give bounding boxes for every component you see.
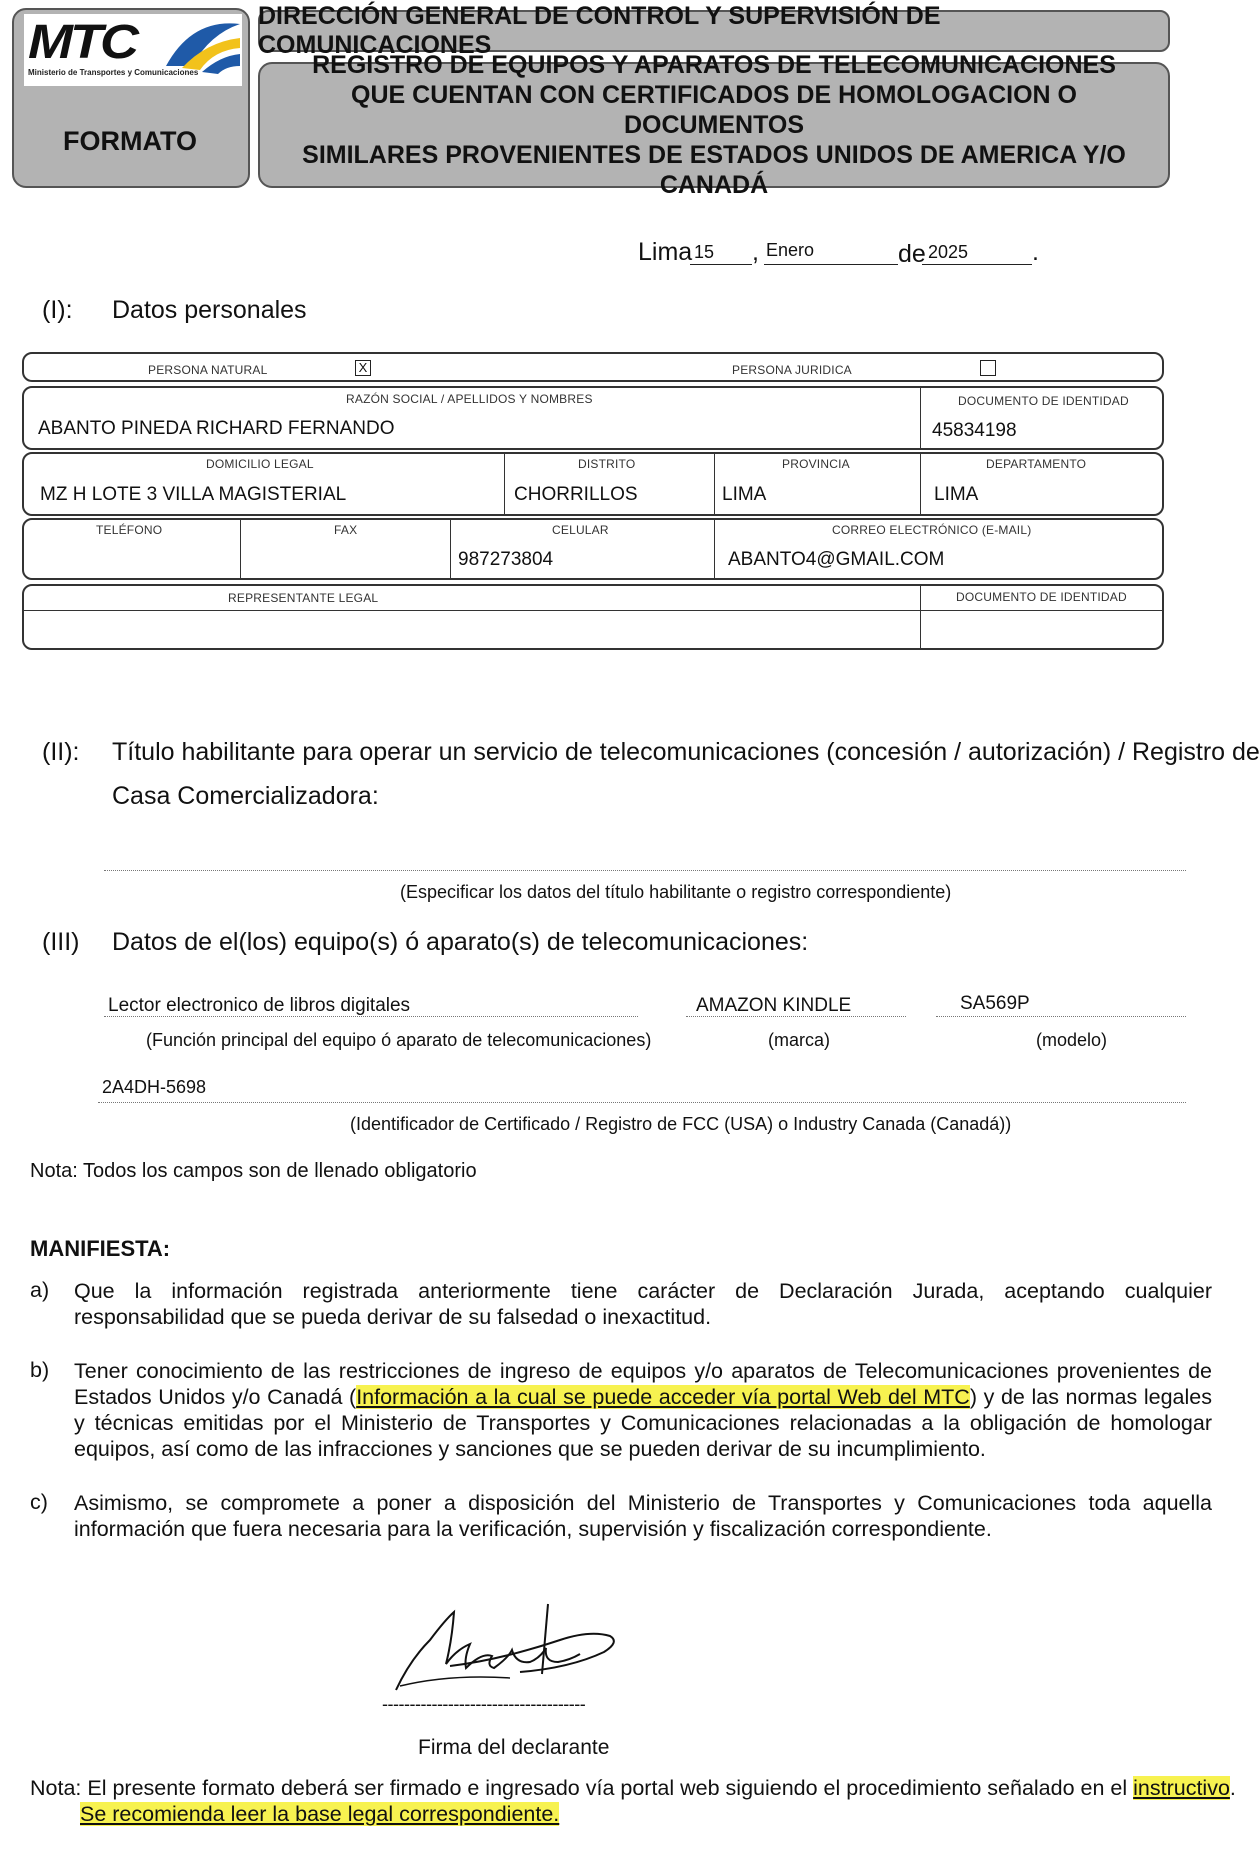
date-de: de xyxy=(898,240,926,268)
persona-juridica-label: PERSONA JURIDICA xyxy=(732,363,852,377)
document-title xyxy=(258,51,1170,199)
manifiesta-c-label: c) xyxy=(30,1490,48,1514)
domicilio-divider-3 xyxy=(920,454,921,514)
date-comma: , xyxy=(752,238,759,266)
date-year: 2025 xyxy=(928,242,969,262)
razon-social-divider xyxy=(920,388,921,448)
title-line-3: SIMILARES PROVENIENTES DE ESTADOS UNIDOS DE AMERICA Y/O CANADÁ xyxy=(302,141,1126,199)
certificado-line xyxy=(98,1102,1186,1103)
section2-input-line[interactable] xyxy=(104,870,1186,871)
correo-value[interactable]: ABANTO4@GMAIL.COM xyxy=(728,549,945,570)
departamento-label: DEPARTAMENTO xyxy=(986,457,1087,471)
date-day: 15 xyxy=(694,242,715,262)
manifiesta-b-label: b) xyxy=(30,1358,50,1382)
mtc-logo-swoosh-icon xyxy=(162,16,242,76)
manifiesta-a-label: a) xyxy=(30,1278,50,1302)
domicilio-value[interactable]: MZ H LOTE 3 VILLA MAGISTERIAL xyxy=(40,484,347,505)
contacto-divider-2 xyxy=(450,520,451,578)
footer-recommend xyxy=(80,1802,559,1827)
provincia-label: PROVINCIA xyxy=(782,457,850,471)
razon-social-value[interactable]: ABANTO PINEDA RICHARD FERNANDO xyxy=(38,418,395,439)
title-line-2: QUE CUENTAN CON CERTIFICADOS DE HOMOLOGACION O DOCUMENTOS xyxy=(351,81,1077,139)
section1-number: (I): xyxy=(42,296,73,324)
footer-note-text: Nota: El presente formato deberá ser firmado e ingresado vía portal web siguiendo el procedimiento señalado en el xyxy=(30,1776,1134,1800)
marca-line xyxy=(686,1016,906,1017)
marca-caption: (marca) xyxy=(768,1030,830,1050)
title-line-1: REGISTRO DE EQUIPOS Y APARATOS DE TELECOMUNICACIONES xyxy=(312,51,1116,79)
section3-title: Datos de el(los) equipo(s) ó aparato(s) de telecomunicaciones: xyxy=(112,928,809,956)
razon-social-label: RAZÓN SOCIAL / APELLIDOS Y NOMBRES xyxy=(346,392,593,406)
section3-number: (III) xyxy=(42,928,80,956)
instructivo-link[interactable]: instructivo xyxy=(1133,1776,1230,1800)
rep-documento-label: DOCUMENTO DE IDENTIDAD xyxy=(956,590,1127,604)
logo-subtitle: Ministerio de Transportes y Comunicaciones xyxy=(28,68,199,77)
celular-label: CELULAR xyxy=(552,523,609,537)
funcion-line xyxy=(104,1016,638,1017)
note-required: Nota: Todos los campos son de llenado obligatorio xyxy=(30,1160,477,1182)
distrito-value[interactable]: CHORRILLOS xyxy=(514,484,638,505)
signature-label: Firma del declarante xyxy=(418,1736,610,1759)
representante-label: REPRESENTANTE LEGAL xyxy=(228,591,379,605)
date-day-line xyxy=(690,264,752,265)
section2-title-line1: Título habilitante para operar un servicio de telecomunicaciones (concesión / autorización) / Registro de xyxy=(112,738,1260,766)
celular-value[interactable]: 987273804 xyxy=(458,549,554,570)
provincia-value[interactable]: LIMA xyxy=(722,484,767,505)
footer-note-end: . xyxy=(1229,1776,1236,1800)
domicilio-label: DOMICILIO LEGAL xyxy=(206,457,314,471)
persona-juridica-checkbox[interactable] xyxy=(980,360,996,376)
fax-label: FAX xyxy=(334,523,358,537)
contacto-divider-1 xyxy=(240,520,241,578)
representante-divider-h xyxy=(24,610,1162,611)
date-month: Enero xyxy=(766,240,815,260)
date-year-line xyxy=(922,264,1032,265)
documento-label: DOCUMENTO DE IDENTIDAD xyxy=(958,394,1129,408)
date-month-line xyxy=(764,264,898,265)
persona-natural-label: PERSONA NATURAL xyxy=(148,363,268,377)
section2-number: (II): xyxy=(42,738,80,766)
footer-note xyxy=(30,1776,1236,1801)
manifiesta-title: MANIFIESTA: xyxy=(30,1236,171,1261)
signature-line: ------------------------------------- xyxy=(382,1694,586,1714)
section2-title-line2: Casa Comercializadora: xyxy=(112,782,379,810)
section1-title: Datos personales xyxy=(112,296,307,324)
persona-natural-checkbox[interactable]: X xyxy=(355,360,371,376)
documento-value[interactable]: 45834198 xyxy=(932,420,1017,441)
departamento-value[interactable]: LIMA xyxy=(934,484,979,505)
correo-label: CORREO ELECTRÓNICO (E-MAIL) xyxy=(832,523,1032,537)
manifiesta-a-text: Que la información registrada anteriormente tiene carácter de Declaración Jurada, aceptando cualquier responsabilidad que se pueda derivar de su falsedad o inexactitud. xyxy=(74,1279,1212,1329)
manifiesta-b-text-1: Tener conocimiento de las restricciones de ingreso de equipos y/o aparatos de Telecomunicaciones provenientes de Estados Unidos y/o Canadá ( xyxy=(74,1359,1212,1409)
modelo-line xyxy=(936,1016,1186,1017)
manifiesta-b-text-2: ) y de las normas legales y técnicas emitidas por el Ministerio de Transportes y Comunicaciones relacionadas a la obligación de homologar equipos, así como de las infracciones y sanciones que se pueden derivar de su incumplimiento. xyxy=(74,1385,1212,1461)
formato-label: FORMATO xyxy=(63,125,197,156)
funcion-value[interactable]: Lector electronico de libros digitales xyxy=(108,995,411,1016)
modelo-caption: (modelo) xyxy=(1036,1030,1108,1050)
funcion-caption: (Función principal del equipo ó aparato de telecomunicaciones) xyxy=(146,1030,652,1050)
certificado-caption: (Identificador de Certificado / Registro de FCC (USA) o Industry Canada (Canadá)) xyxy=(350,1114,1012,1134)
signature-image xyxy=(390,1600,630,1700)
date-period: . xyxy=(1032,238,1039,266)
contacto-divider-3 xyxy=(714,520,715,578)
manifiesta-c-text: Asimismo, se compromete a poner a disposición del Ministerio de Transportes y Comunicaciones toda aquella información que fuera necesaria para la verificación, supervisión y fiscalización correspondiente. xyxy=(74,1491,1212,1541)
mtc-portal-link[interactable]: Información a la cual se puede acceder vía portal Web del MTC xyxy=(356,1385,970,1409)
direccion-title: DIRECCIÓN GENERAL DE CONTROL Y SUPERVISIÓN DE COMUNICACIONES xyxy=(258,2,941,59)
section2-caption: (Especificar los datos del título habilitante o registro correspondiente) xyxy=(400,882,952,902)
telefono-label: TELÉFONO xyxy=(96,523,163,537)
certificado-value[interactable]: 2A4DH-5698 xyxy=(102,1077,207,1097)
logo-text: MTC xyxy=(28,14,136,69)
representante-divider-v xyxy=(920,586,921,648)
marca-value[interactable]: AMAZON KINDLE xyxy=(696,995,852,1016)
domicilio-divider-1 xyxy=(504,454,505,514)
distrito-label: DISTRITO xyxy=(578,457,636,471)
base-legal-link[interactable]: Se recomienda leer la base legal correspondiente. xyxy=(80,1802,560,1826)
domicilio-divider-2 xyxy=(714,454,715,514)
manifiesta-b-text xyxy=(74,1358,1212,1462)
modelo-value[interactable]: SA569P xyxy=(960,993,1030,1014)
date-city: Lima xyxy=(638,238,693,266)
